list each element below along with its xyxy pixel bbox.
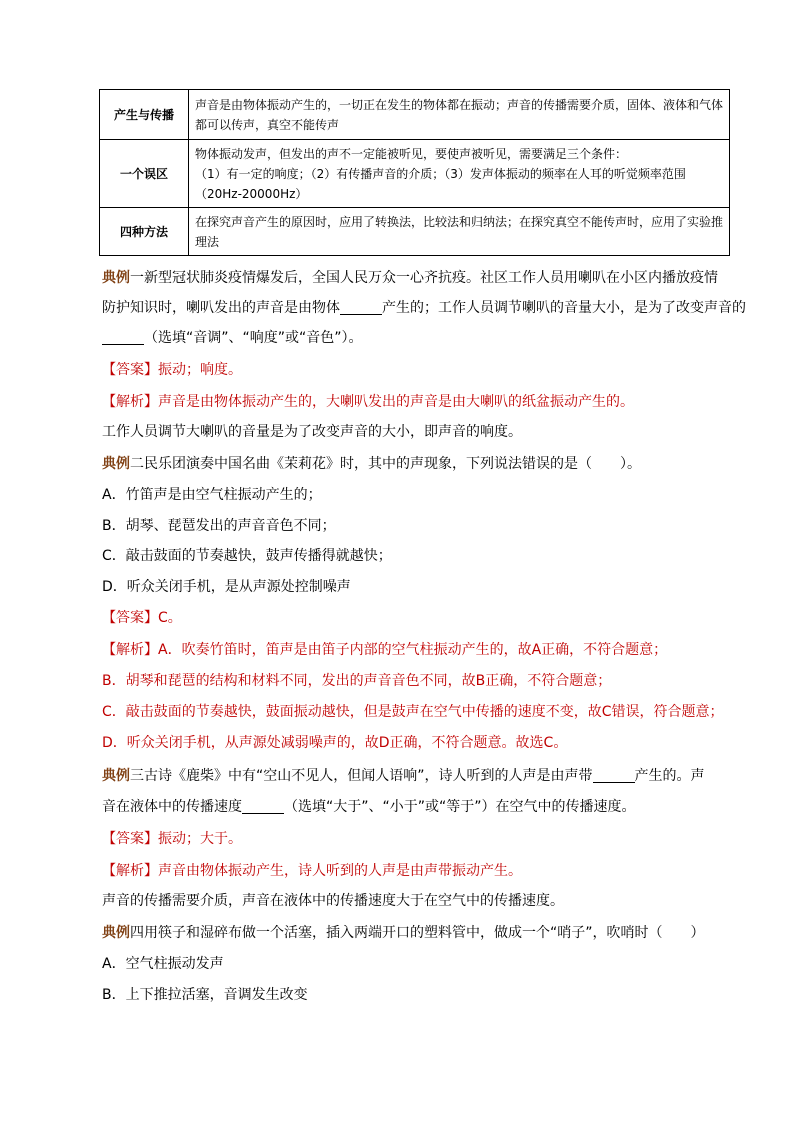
example-label: 典例 bbox=[102, 456, 130, 472]
example-4-stem bbox=[102, 923, 742, 943]
answer-tag: 【答案】 bbox=[102, 831, 158, 847]
table-row bbox=[100, 90, 730, 140]
example-text: （选填“音调”、“响度”或“音色”）。 bbox=[144, 330, 363, 346]
example-label: 典例 bbox=[102, 925, 130, 941]
example-number: 四 bbox=[130, 925, 144, 941]
analysis-text: A．吹奏竹笛时，笛声是由笛子内部的空气柱振动产生的，故A正确，不符合题意； bbox=[158, 642, 668, 658]
example-label: 典例 bbox=[102, 270, 130, 286]
row-content bbox=[188, 90, 729, 140]
content-line: 声音是由物体振动产生的，一切正在发生的物体都在振动；声音的传播需要介质，固体、液体和气体 bbox=[194, 97, 723, 112]
content-line: （20Hz-20000Hz） bbox=[194, 186, 308, 201]
example-text: 用筷子和湿碎布做一个活塞，插入两端开口的塑料管中，做成一个“哨子”，吹哨时（ ） bbox=[144, 925, 705, 941]
example-1-analysis-2: 工作人员调节大喇叭的音量是为了改变声音的大小，即声音的响度。 bbox=[102, 424, 522, 440]
example-3-analysis bbox=[102, 861, 742, 881]
example-1-line-1 bbox=[102, 268, 742, 288]
example-text: 民乐团演奏中国名曲《茉莉花》时，其中的声现象，下列说法错误的是（ ）。 bbox=[144, 456, 641, 472]
row-content bbox=[188, 208, 729, 256]
content-line: 物体振动发声，但发出的声不一定能被听见，要使声被听见，需要满足三个条件： bbox=[194, 146, 627, 161]
analysis-tag: 【解析】 bbox=[102, 642, 158, 658]
analysis-line: D．听众关闭手机，从声源处减弱噪声的，故D正确，不符合题意。故选C。 bbox=[102, 735, 568, 751]
row-label: 产生与传播 bbox=[100, 90, 189, 140]
content-line: 都可以传声，真空不能传声 bbox=[194, 117, 339, 132]
option-b: B．胡琴、琵琶发出的声音音色不同； bbox=[102, 518, 336, 534]
example-3-answer bbox=[102, 829, 742, 849]
content-line: 理法 bbox=[194, 234, 219, 249]
row-label: 一个误区 bbox=[100, 140, 189, 208]
example-number: 三 bbox=[130, 768, 144, 784]
content-line: （1）有一定的响度；（2）有传播声音的介质；（3）发声体振动的频率在人耳的听觉频率范围 bbox=[194, 166, 686, 181]
option-b: B．上下推拉活塞，音调发生改变 bbox=[102, 987, 308, 1003]
option-a: A．空气柱振动发声 bbox=[102, 956, 224, 972]
example-text: 产生的。声 bbox=[634, 768, 705, 784]
example-text: 防护知识时，喇叭发出的声音是由物体 bbox=[102, 300, 340, 316]
example-2-stem bbox=[102, 454, 742, 474]
answer-text: 振动；响度。 bbox=[158, 362, 242, 378]
answer-blank bbox=[242, 799, 284, 814]
answer-text: 振动；大于。 bbox=[158, 831, 242, 847]
analysis-text: 声音由物体振动产生，诗人听到的人声是由声带振动产生。 bbox=[158, 863, 522, 879]
answer-blank bbox=[102, 330, 144, 345]
example-text: 新型冠状肺炎疫情爆发后，全国人民万众一心齐抗疫。社区工作人员用喇叭在小区内播放疫情 bbox=[144, 270, 718, 286]
analysis-line: B．胡琴和琵琶的结构和材料不同，发出的声音音色不同，故B正确，不符合题意； bbox=[102, 673, 612, 689]
content-line: 在探究声音产生的原因时，应用了转换法，比较法和归纳法；在探究真空不能传声时，应用了实验推 bbox=[194, 214, 723, 229]
option-a: A．竹笛声是由空气柱振动产生的； bbox=[102, 487, 322, 503]
table-row bbox=[100, 140, 730, 208]
analysis-tag: 【解析】 bbox=[102, 394, 158, 410]
summary-table bbox=[99, 89, 730, 256]
example-2-answer bbox=[102, 608, 742, 628]
example-text: 音在液体中的传播速度 bbox=[102, 799, 242, 815]
example-1-line-3 bbox=[102, 328, 742, 348]
example-1-line-2 bbox=[102, 298, 746, 318]
example-label: 典例 bbox=[102, 768, 130, 784]
row-label: 四种方法 bbox=[100, 208, 189, 256]
answer-blank bbox=[593, 768, 635, 783]
answer-tag: 【答案】 bbox=[102, 362, 158, 378]
answer-blank bbox=[340, 300, 382, 315]
example-number: 二 bbox=[130, 456, 144, 472]
example-number: 一 bbox=[130, 270, 144, 286]
example-3-line-2 bbox=[102, 797, 742, 817]
analysis-text: 声音是由物体振动产生的，大喇叭发出的声音是由大喇叭的纸盆振动产生的。 bbox=[158, 394, 634, 410]
example-3-analysis-2: 声音的传播需要介质，声音在液体中的传播速度大于在空气中的传播速度。 bbox=[102, 893, 564, 909]
option-c: C．敲击鼓面的节奏越快，鼓声传播得就越快； bbox=[102, 548, 392, 564]
option-d: D．听众关闭手机，是从声源处控制噪声 bbox=[102, 579, 351, 595]
example-3-line-1 bbox=[102, 766, 742, 786]
example-text: 古诗《鹿柴》中有“空山不见人，但闻人语响”，诗人听到的人声是由声带 bbox=[144, 768, 593, 784]
example-1-answer bbox=[102, 360, 742, 380]
answer-tag: 【答案】 bbox=[102, 610, 158, 626]
analysis-line: C．敲击鼓面的节奏越快，鼓面振动越快，但是鼓声在空气中传播的速度不变，故C错误，符合题意； bbox=[102, 704, 724, 720]
example-2-analysis bbox=[102, 640, 742, 660]
example-1-analysis bbox=[102, 392, 742, 412]
example-text: 产生的；工作人员调节喇叭的音量大小，是为了改变声音的 bbox=[382, 300, 746, 316]
table-row bbox=[100, 208, 730, 256]
example-text: （选填“大于”、“小于”或“等于”）在空气中的传播速度。 bbox=[284, 799, 636, 815]
row-content bbox=[188, 140, 729, 208]
answer-text: C。 bbox=[158, 610, 182, 626]
analysis-tag: 【解析】 bbox=[102, 863, 158, 879]
